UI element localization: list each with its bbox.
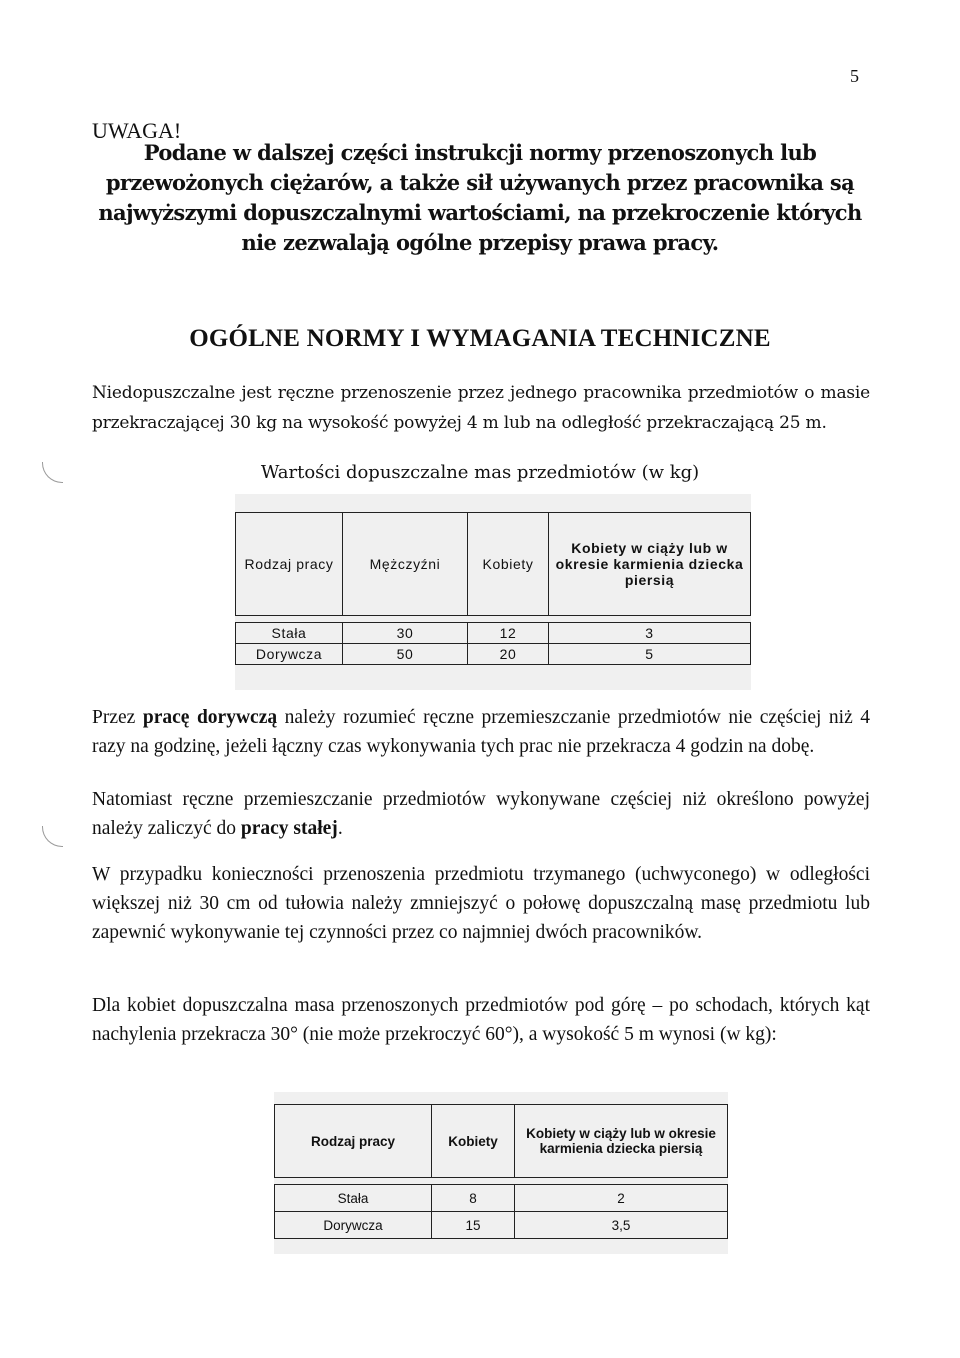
- table-cell: 8: [432, 1185, 515, 1212]
- table-cell: Dorywcza: [236, 644, 343, 665]
- term-permanent-work: pracy stałej: [240, 818, 338, 839]
- table-row: [275, 1212, 728, 1239]
- table-cell: 15: [432, 1212, 515, 1239]
- punch-hole-mark: [42, 826, 63, 847]
- table-cell: 5: [549, 644, 751, 665]
- page-number: 5: [850, 66, 859, 86]
- section-heading: OGÓLNE NORMY I WYMAGANIA TECHNICZNE: [189, 325, 771, 352]
- punch-hole-mark: [42, 462, 63, 483]
- occasional-work-paragraph: Przez pracę dorywczą należy rozumieć ręczne przemieszczanie przedmiotów nie częściej niż 4 razy na godzinę, jeżeli łączny czas wykonywania tych prac nie przekracza 4 godzin na dobę.: [92, 707, 871, 757]
- table-cell: 50: [343, 644, 468, 665]
- table1-scan: [235, 494, 751, 690]
- table-cell: Stała: [236, 623, 343, 644]
- table-cell: 12: [468, 623, 549, 644]
- table2-scan: [274, 1092, 728, 1254]
- header-cell: Mężczyźni: [343, 513, 468, 616]
- table-row: [236, 644, 751, 665]
- header-cell: Rodzaj pracy: [275, 1105, 432, 1178]
- table-cell: Dorywcza: [275, 1212, 432, 1239]
- permanent-work-paragraph: Natomiast ręczne przemieszczanie przedmiotów wykonywane częściej niż określono powyżej należy zaliczyć do pracy stałej.: [92, 789, 870, 839]
- table-cell: Stała: [275, 1185, 432, 1212]
- distance-paragraph: W przypadku konieczności przenoszenia przedmiotu trzymanego (uchwyconego) w odległości większej niż 30 cm od tułowia należy zmniejszyć o połowę dopuszczalną masę przedmiotu lub zapewnić wykonywanie tej czynności przez co najmniej dwóch pracowników.: [92, 864, 870, 943]
- table-cell: 3,5: [515, 1212, 728, 1239]
- header-cell: Kobiety: [432, 1105, 515, 1178]
- header-cell: Rodzaj pracy: [236, 513, 343, 616]
- header-cell: Kobiety: [468, 513, 549, 616]
- table-row: [275, 1185, 728, 1212]
- stairs-paragraph: Dla kobiet dopuszczalna masa przenoszonych przedmiotów pod górę – po schodach, których kąt nachylenia przekracza 30° (nie może przekroczyć 60°), a wysokość 5 m wynosi (w kg):: [92, 995, 870, 1045]
- table-header-row: [275, 1105, 728, 1178]
- table-cell: 3: [549, 623, 751, 644]
- mass-limits-table: [235, 512, 751, 665]
- table-cell: 30: [343, 623, 468, 644]
- table1-caption: Wartości dopuszczalne mas przedmiotów (w kg): [260, 462, 700, 483]
- table-cell: 2: [515, 1185, 728, 1212]
- table-row: [236, 623, 751, 644]
- stairs-limits-table: [274, 1104, 728, 1239]
- intro-paragraph: Niedopuszczalne jest ręczne przenoszenie przez jednego pracownika przedmiotów o masie przekraczającej 30 kg na wysokość powyżej 4 m lub na odległość przekraczającą 25 m.: [92, 383, 870, 433]
- warning-body: Podane w dalszej części instrukcji normy przenoszonych lub przewożonych ciężarów, a także sił używanych przez pracownika są najwyższymi dopuszczalnymi wartościami, na przekroczenie których nie zezwalają ogólne przepisy prawa pracy.: [98, 140, 862, 255]
- header-cell: Kobiety w ciąży lub w okresie karmienia dziecka piersią: [515, 1105, 728, 1178]
- header-cell: Kobiety w ciąży lub w okresie karmienia dziecka piersią: [549, 513, 751, 616]
- term-occasional-work: pracę dorywczą: [142, 707, 278, 728]
- table-header-row: [236, 513, 751, 616]
- warning-title: UWAGA!: [92, 118, 182, 143]
- table-cell: 20: [468, 644, 549, 665]
